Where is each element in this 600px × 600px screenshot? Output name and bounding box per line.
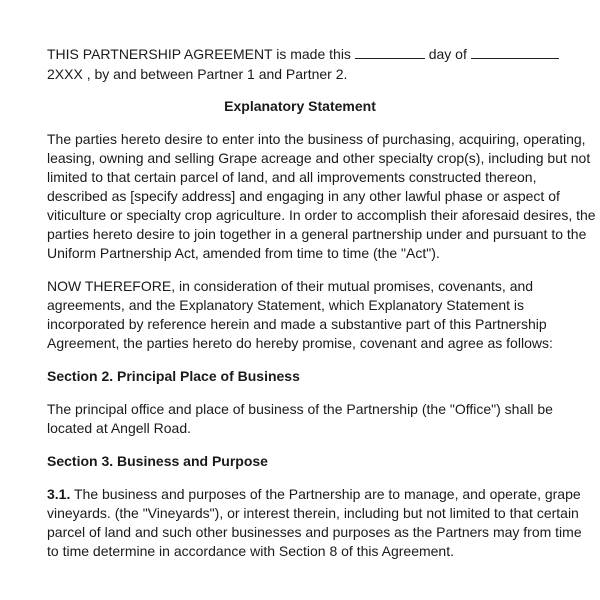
explanatory-line: leasing, owning and selling Grape acreage and other specialty crop(s), including but not [47, 150, 591, 166]
intro-text-middle: day of [428, 46, 467, 62]
section-2-line: The principal office and place of business of the Partnership (the "Office") shall be [47, 401, 553, 417]
section-3-line: parcel of land and such other businesses and purposes as the Partners may from time [47, 524, 582, 540]
explanatory-line: Uniform Partnership Act, amended from time to time (the "Act"). [47, 245, 440, 261]
section-3-line: vineyards. (the "Vineyards"), or interest therein, including but not limited to that certain [47, 505, 579, 521]
explanatory-line: parties hereto desire to join together in a general partnership under and pursuant to the [47, 226, 587, 242]
now-therefore-line: NOW THEREFORE, in consideration of their mutual promises, covenants, and [47, 278, 534, 294]
section-2-line: located at Angell Road. [47, 420, 191, 436]
now-therefore-line: agreements, and the Explanatory Statement, which Explanatory Statement is [47, 297, 525, 313]
date-blank-field[interactable] [355, 44, 425, 59]
explanatory-line: described as [specify address] and engaging in any other lawful phase or aspect of [47, 188, 560, 204]
intro-line-2: 2XXX , by and between Partner 1 and Partner 2. [47, 66, 348, 82]
explanatory-line: viticulture or specialty crop agriculture. In order to accomplish their aforesaid desires, the [47, 207, 596, 223]
explanatory-line: The parties hereto desire to enter into the business of purchasing, acquiring, operating, [47, 131, 586, 147]
section-3-clause-first-line [47, 484, 581, 504]
section-3-heading: Section 3. Business and Purpose [47, 453, 268, 469]
intro-line-1 [47, 44, 559, 64]
explanatory-line: limited to that certain parcel of land, and all improvements constructed thereon, [47, 169, 537, 185]
now-therefore-line: Agreement, the parties hereto do hereby promise, covenant and agree as follows: [47, 335, 553, 351]
explanatory-heading: Explanatory Statement [224, 98, 376, 114]
intro-text-prefix: THIS PARTNERSHIP AGREEMENT is made this [47, 46, 351, 62]
section-2-heading: Section 2. Principal Place of Business [47, 368, 300, 384]
clause-number: 3.1. [47, 486, 71, 502]
clause-text: The business and purposes of the Partnership are to manage, and operate, grape [70, 486, 581, 502]
month-blank-field[interactable] [471, 44, 559, 59]
section-3-line: to time determine in accordance with Section 8 of this Agreement. [47, 543, 454, 559]
now-therefore-line: incorporated by reference herein and made a substantive part of this Partnership [47, 316, 547, 332]
